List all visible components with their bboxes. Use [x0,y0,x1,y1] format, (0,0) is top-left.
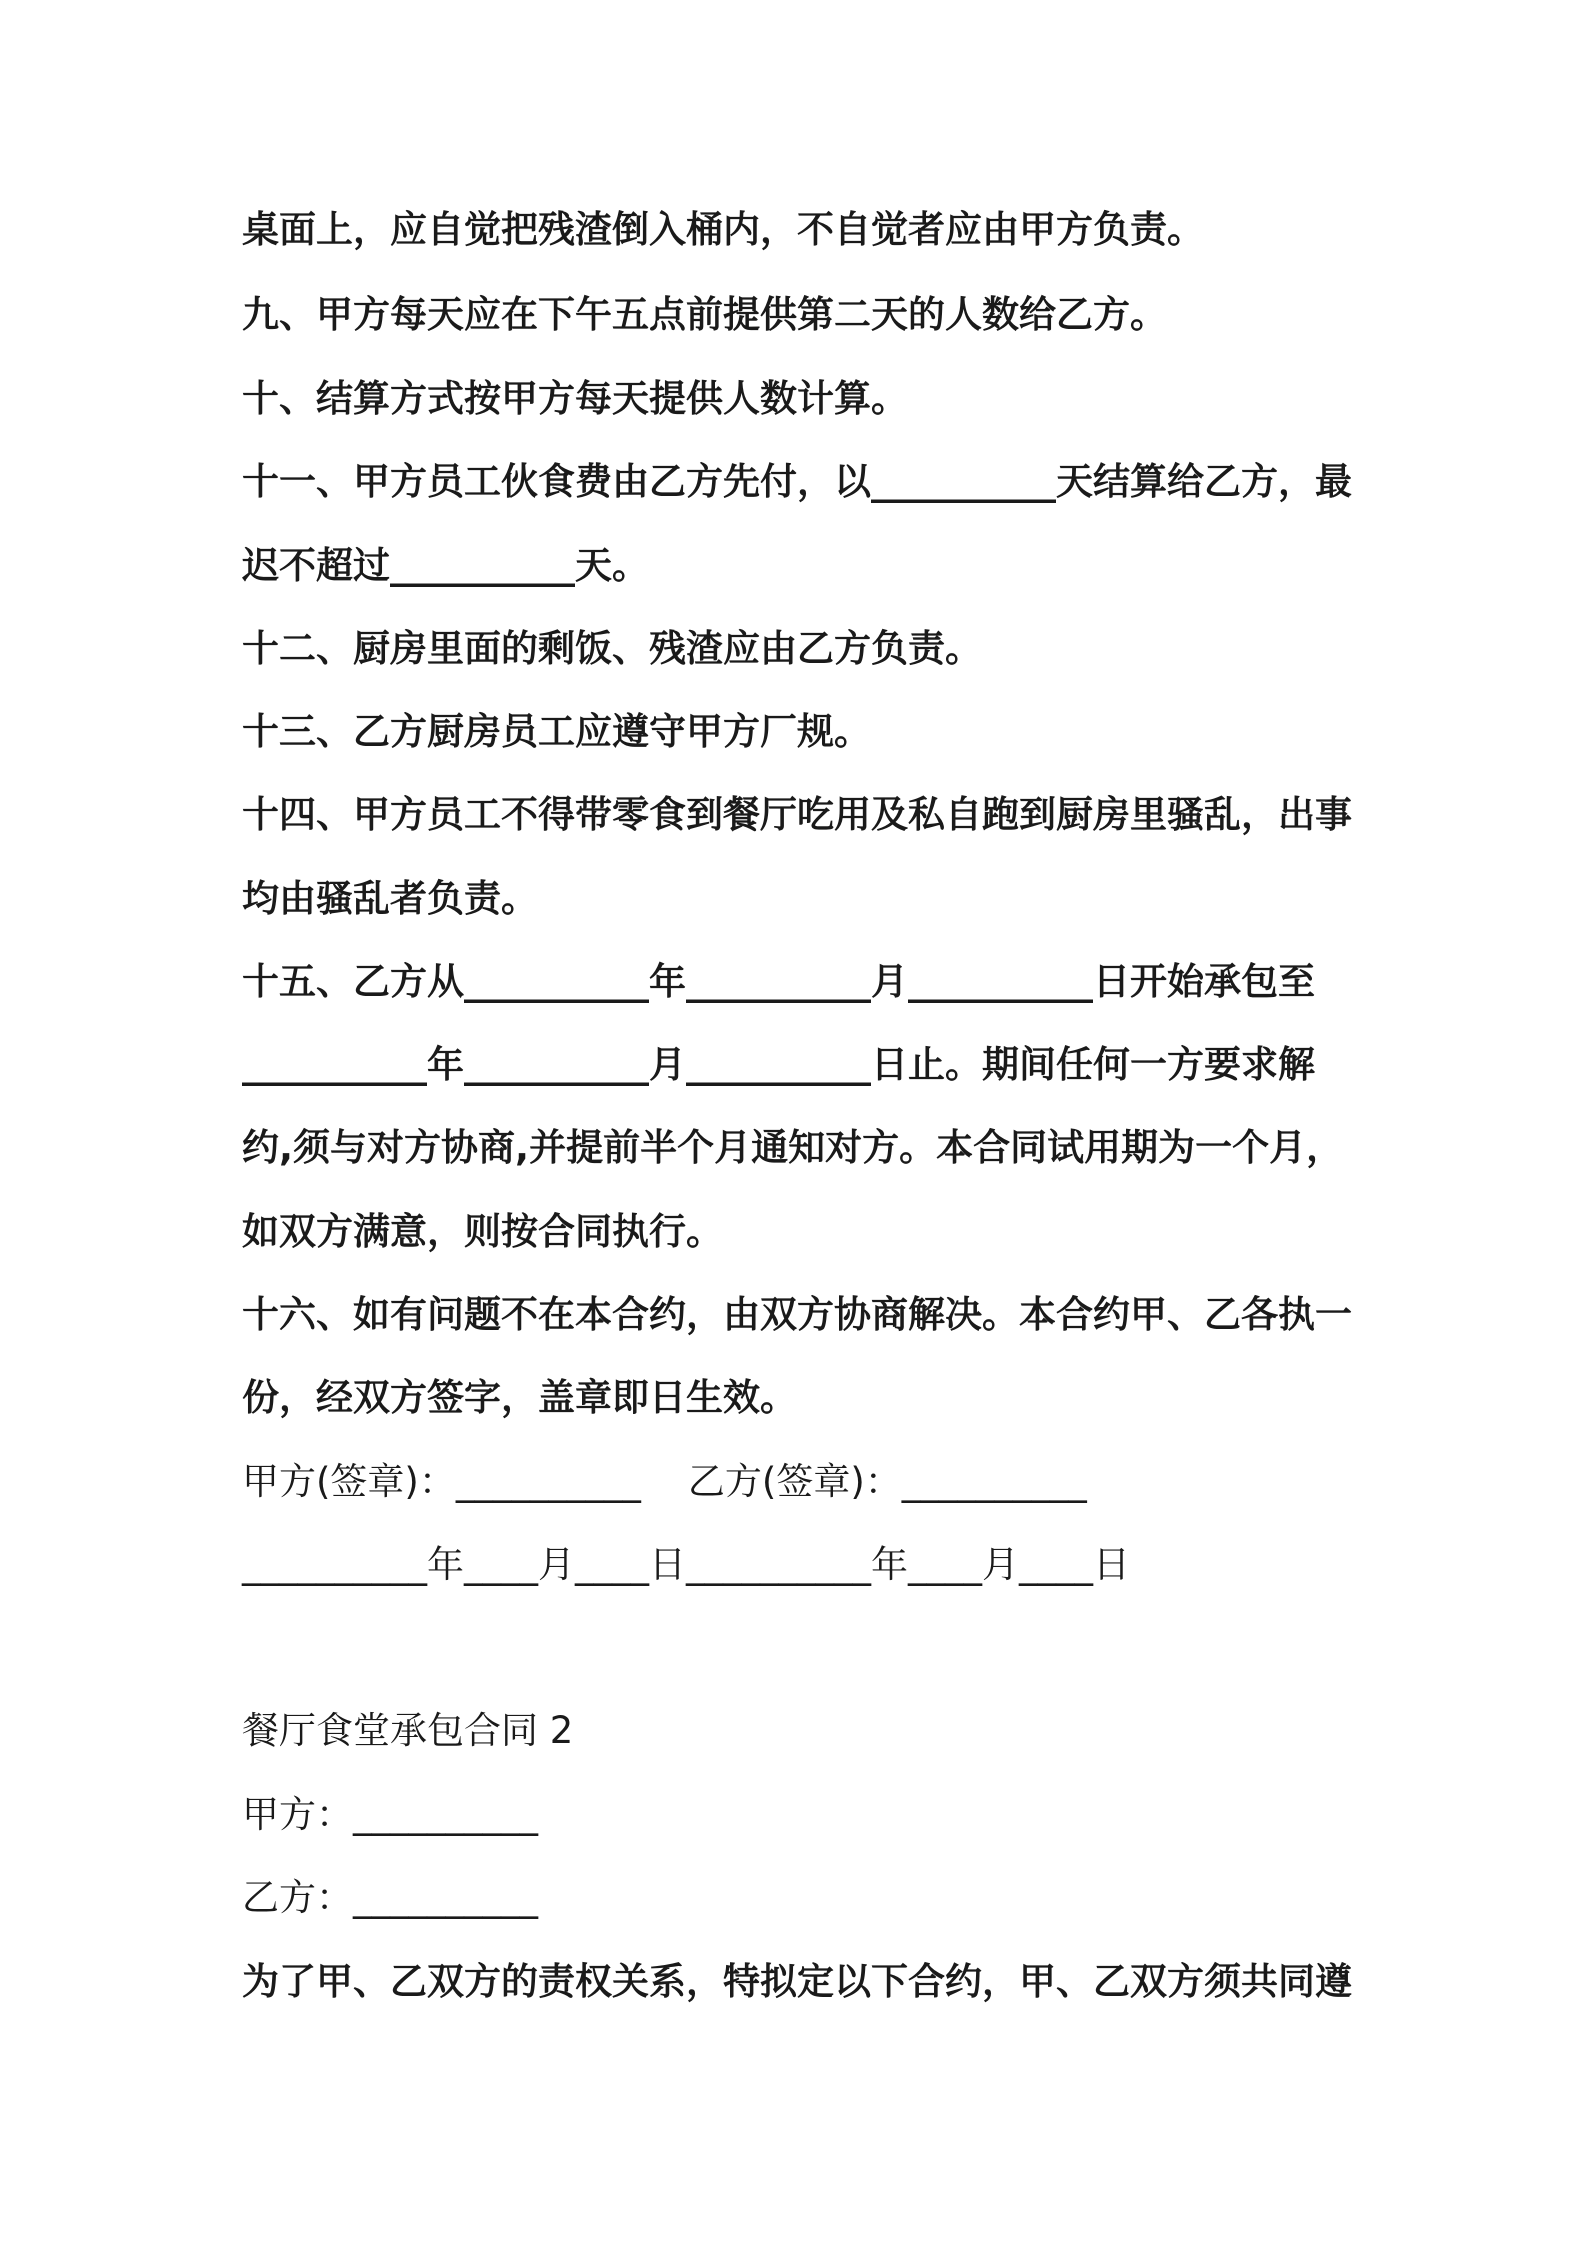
contract-clause-11: 十一、甲方员工伙食费由乙方先付，以__________天结算给乙方，最 [242,460,1352,503]
contract-intro: 为了甲、乙双方的责权关系，特拟定以下合约，甲、乙双方须共同遵 [242,1960,1352,2003]
contract-clause-11-continued: 迟不超过__________天。 [242,544,649,587]
party-a-field: 甲方：__________ [242,1793,538,1836]
contract-clause-15-terms: 约,须与对方协商,并提前半个月通知对方。本合同试用期为一个月， [242,1126,1344,1169]
contract-clause-8-continued: 桌面上，应自觉把残渣倒入桶内，不自觉者应由甲方负责。 [242,208,1204,251]
contract-clause-14: 十四、甲方员工不得带零食到餐厅吃用及私自跑到厨房里骚乱，出事 [242,793,1352,836]
contract-clause-13: 十三、乙方厨房员工应遵守甲方厂规。 [242,710,871,753]
contract-clause-16-continued: 份，经双方签字，盖章即日生效。 [242,1376,797,1419]
signature-line: 甲方(签章)：__________ 乙方(签章)：__________ [242,1460,1087,1503]
section-title: 餐厅食堂承包合同 2 [242,1709,574,1752]
signature-date-line: __________年____月____日__________年____月____日 [242,1543,1130,1586]
contract-clause-15-dates: __________年__________月__________日止。期间任何一方要求解 [242,1043,1315,1086]
contract-clause-15: 十五、乙方从__________年__________月__________日开始承包至 [242,960,1315,1003]
contract-clause-10: 十、结算方式按甲方每天提供人数计算。 [242,377,908,420]
contract-clause-15-end: 如双方满意，则按合同执行。 [242,1210,723,1253]
contract-clause-12: 十二、厨房里面的剩饭、残渣应由乙方负责。 [242,627,982,670]
contract-clause-14-continued: 均由骚乱者负责。 [242,877,538,920]
party-b-field: 乙方：__________ [242,1876,538,1919]
contract-clause-16: 十六、如有问题不在本合约，由双方协商解决。本合约甲、乙各执一 [242,1293,1352,1336]
contract-clause-9: 九、甲方每天应在下午五点前提供第二天的人数给乙方。 [242,293,1167,336]
